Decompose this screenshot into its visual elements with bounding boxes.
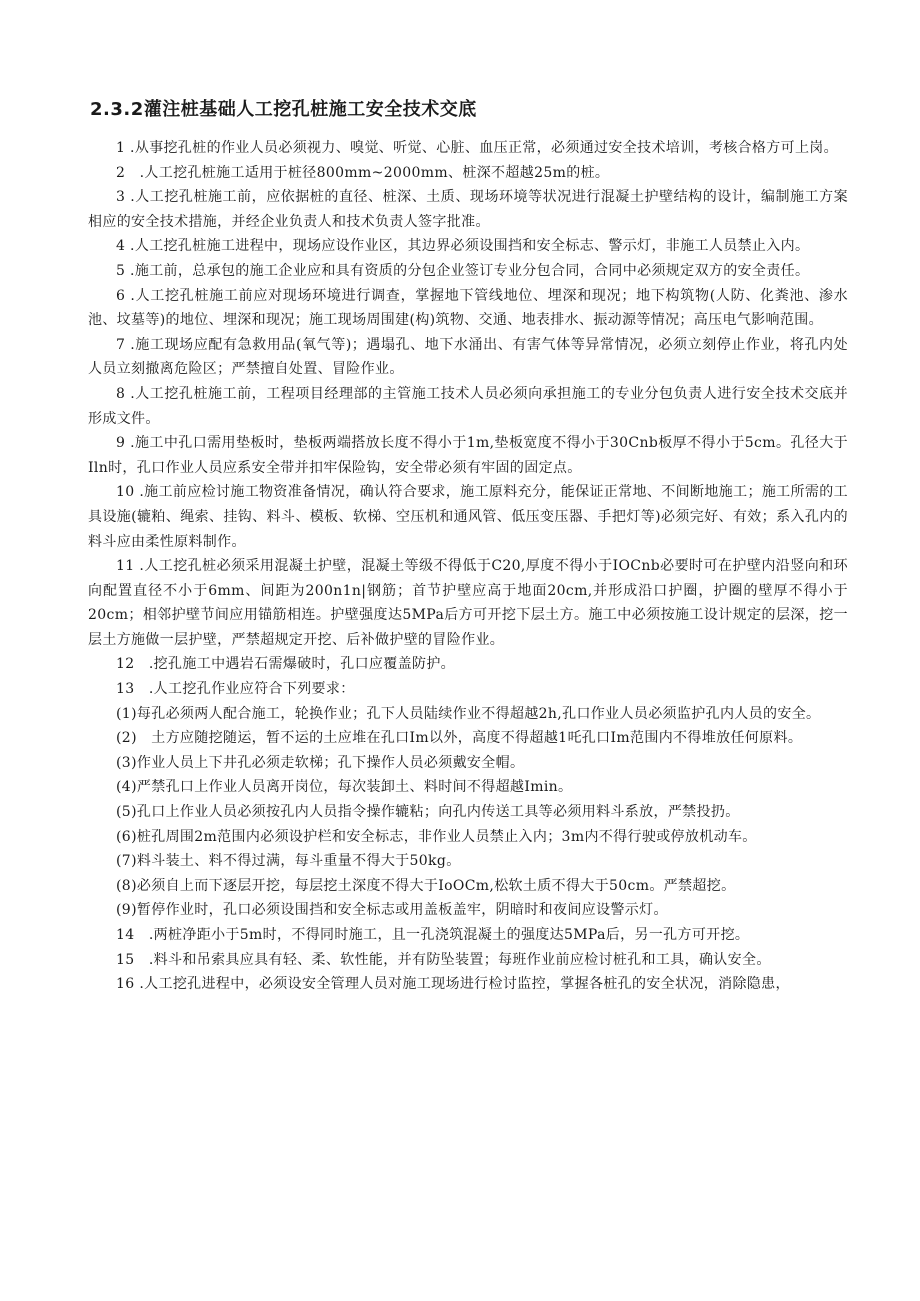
paragraph-10: 10 .施工前应检讨施工物资准备情况，确认符合要求，施工原料充分，能保证正常地、不间断地施工；施工所需的工具设施(辘粕、绳索、挂钩、料斗、模板、软梯、空压机和通风管、低压变压器、手把灯等)必须完好、有效；系入孔内的料斗应由柔性原料制作。	[88, 484, 848, 550]
sub-item-7: (7)料斗装土、料不得过满，每斗重量不得大于50kg。	[116, 853, 461, 870]
paragraph-8: 8 .人工挖孔桩施工前，工程项目经理部的主管施工技术人员必须向承担施工的专业分包负责人进行安全技术交底并形成文件。	[88, 385, 848, 427]
paragraph-14: 14 .两桩净距小于5m时，不得同时施工，且一孔浇筑混凝土的强度达5MPa后，另一孔方可开挖。	[116, 927, 750, 943]
paragraph-4: 4 .人工挖孔桩施工进程中，现场应设作业区，其边界必须设围挡和安全标志、警示灯，非施工人员禁止入内。	[116, 238, 810, 255]
sub-item-1: (1)每孔必须两人配合施工，轮换作业；孔下人员陆续作业不得超越2h,孔口作业人员必须监护孔内人员的安全。	[116, 705, 821, 722]
paragraph-11: 11 .人工挖孔桩必须采用混凝土护壁，混凝土等级不得低于C20,厚度不得小于IOCnb必要时可在护壁内沿竖向和环向配置直径不小于6mm、间距为200n1n|钢筋；首节护壁应高于地面20cm,并形成沿口护圈，护圈的壁厚不得小于20cm；相邻护壁节间应用锚筋相连。护壁强度达5MPa后方可开挖下层土方。施工中必须按施工设计规定的层深，挖一层土方施做一层护壁，严禁超规定开挖、后补做护壁的冒险作业。	[88, 558, 848, 648]
sub-item-3: (3)作业人员上下井孔必须走软梯；孔下操作人员必须戴安全帽。	[116, 754, 525, 771]
sub-item-4: (4)严禁孔口上作业人员离开岗位，每次装卸土、料时间不得超越Imin。	[116, 779, 573, 796]
paragraph-7: 7 .施工现场应配有急救用品(氧气等)；遇塌孔、地下水涌出、有害气体等异常情况，必须立刻停止作业，将孔内处人员立刻撤离危险区；严禁擅自处置、冒险作业。	[88, 336, 848, 378]
paragraph-16: 16 .人工挖孔进程中，必须设安全管理人员对施工现场进行检讨监控，掌握各桩孔的安全状况，消除隐患，	[116, 976, 790, 993]
sub-item-2: (2) 土方应随挖随运，暂不运的土应堆在孔口Im以外，高度不得超越1吒孔口Im范围内不得堆放任何原料。	[116, 730, 803, 747]
paragraph-13: 13 .人工挖孔作业应符合下列要求：	[116, 681, 355, 698]
paragraph-9: 9 .施工中孔口需用垫板时，垫板两端搭放长度不得小于1m,垫板宽度不得小于30Cnb板厚不得小于5cm。孔径大于Iln时，孔口作业人员应系安全带并扣牢保险钩，安全带必须有牢固的固定点。	[88, 435, 848, 476]
sub-item-8: (8)必须自上而下逐层开挖，每层挖土深度不得大于IoOCm,松软土质不得大于50cm。严禁超挖。	[116, 877, 736, 894]
paragraph-3: 3 .人工挖孔桩施工前，应依据桩的直径、桩深、土质、现场环境等状况进行混凝土护壁结构的设计，编制施工方案相应的安全技术措施，并经企业负责人和技术负责人签字批准。	[88, 189, 848, 230]
sub-item-5: (5)孔口上作业人员必须按孔内人员指令操作辘粘；向孔内传送工具等必须用料斗系放，严禁投扔。	[116, 804, 740, 821]
paragraph-1: 1 .从事挖孔桩的作业人员必须视力、嗅觉、听觉、心脏、血压正常，必须通过安全技术培训，考核合格方可上岗。	[116, 140, 839, 156]
paragraph-5: 5 .施工前，总承包的施工企业应和具有资质的分包企业签订专业分包合同，合同中必须规定双方的安全责任。	[116, 262, 810, 279]
paragraph-12: 12 .挖孔施工中遇岩石需爆破时，孔口应覆盖防护。	[116, 656, 456, 673]
paragraph-6: 6 .人工挖孔桩施工前应对现场环境进行调查，掌握地下管线地位、埋深和现况；地下构筑物(人防、化粪池、渗水池、坟墓等)的地位、埋深和现况；施工现场周围建(构)筑物、交通、地表排水、振动源等情况；高压电气影响范围。	[88, 287, 848, 329]
paragraph-15: 15 .料斗和吊索具应具有轻、柔、软性能，并有防坠装置；每班作业前应检讨桩孔和工具，确认安全。	[116, 951, 771, 968]
paragraph-2: 2 .人工挖孔桩施工适用于桩径800mm~2000mm、桩深不超越25m的桩。	[116, 164, 610, 181]
document-body	[88, 136, 848, 997]
sub-item-9: (9)暂停作业时，孔口必须设围挡和安全标志或用盖板盖牢，阴暗时和夜间应设警示灯。	[116, 902, 668, 919]
sub-item-6: (6)桩孔周围2m范围内必须设护栏和安全标志，非作业人员禁止入内；3m内不得行驶或停放机动车。	[116, 828, 757, 845]
document-title: 2.3.2灌注桩基础人工挖孔桩施工安全技术交底	[90, 99, 477, 120]
